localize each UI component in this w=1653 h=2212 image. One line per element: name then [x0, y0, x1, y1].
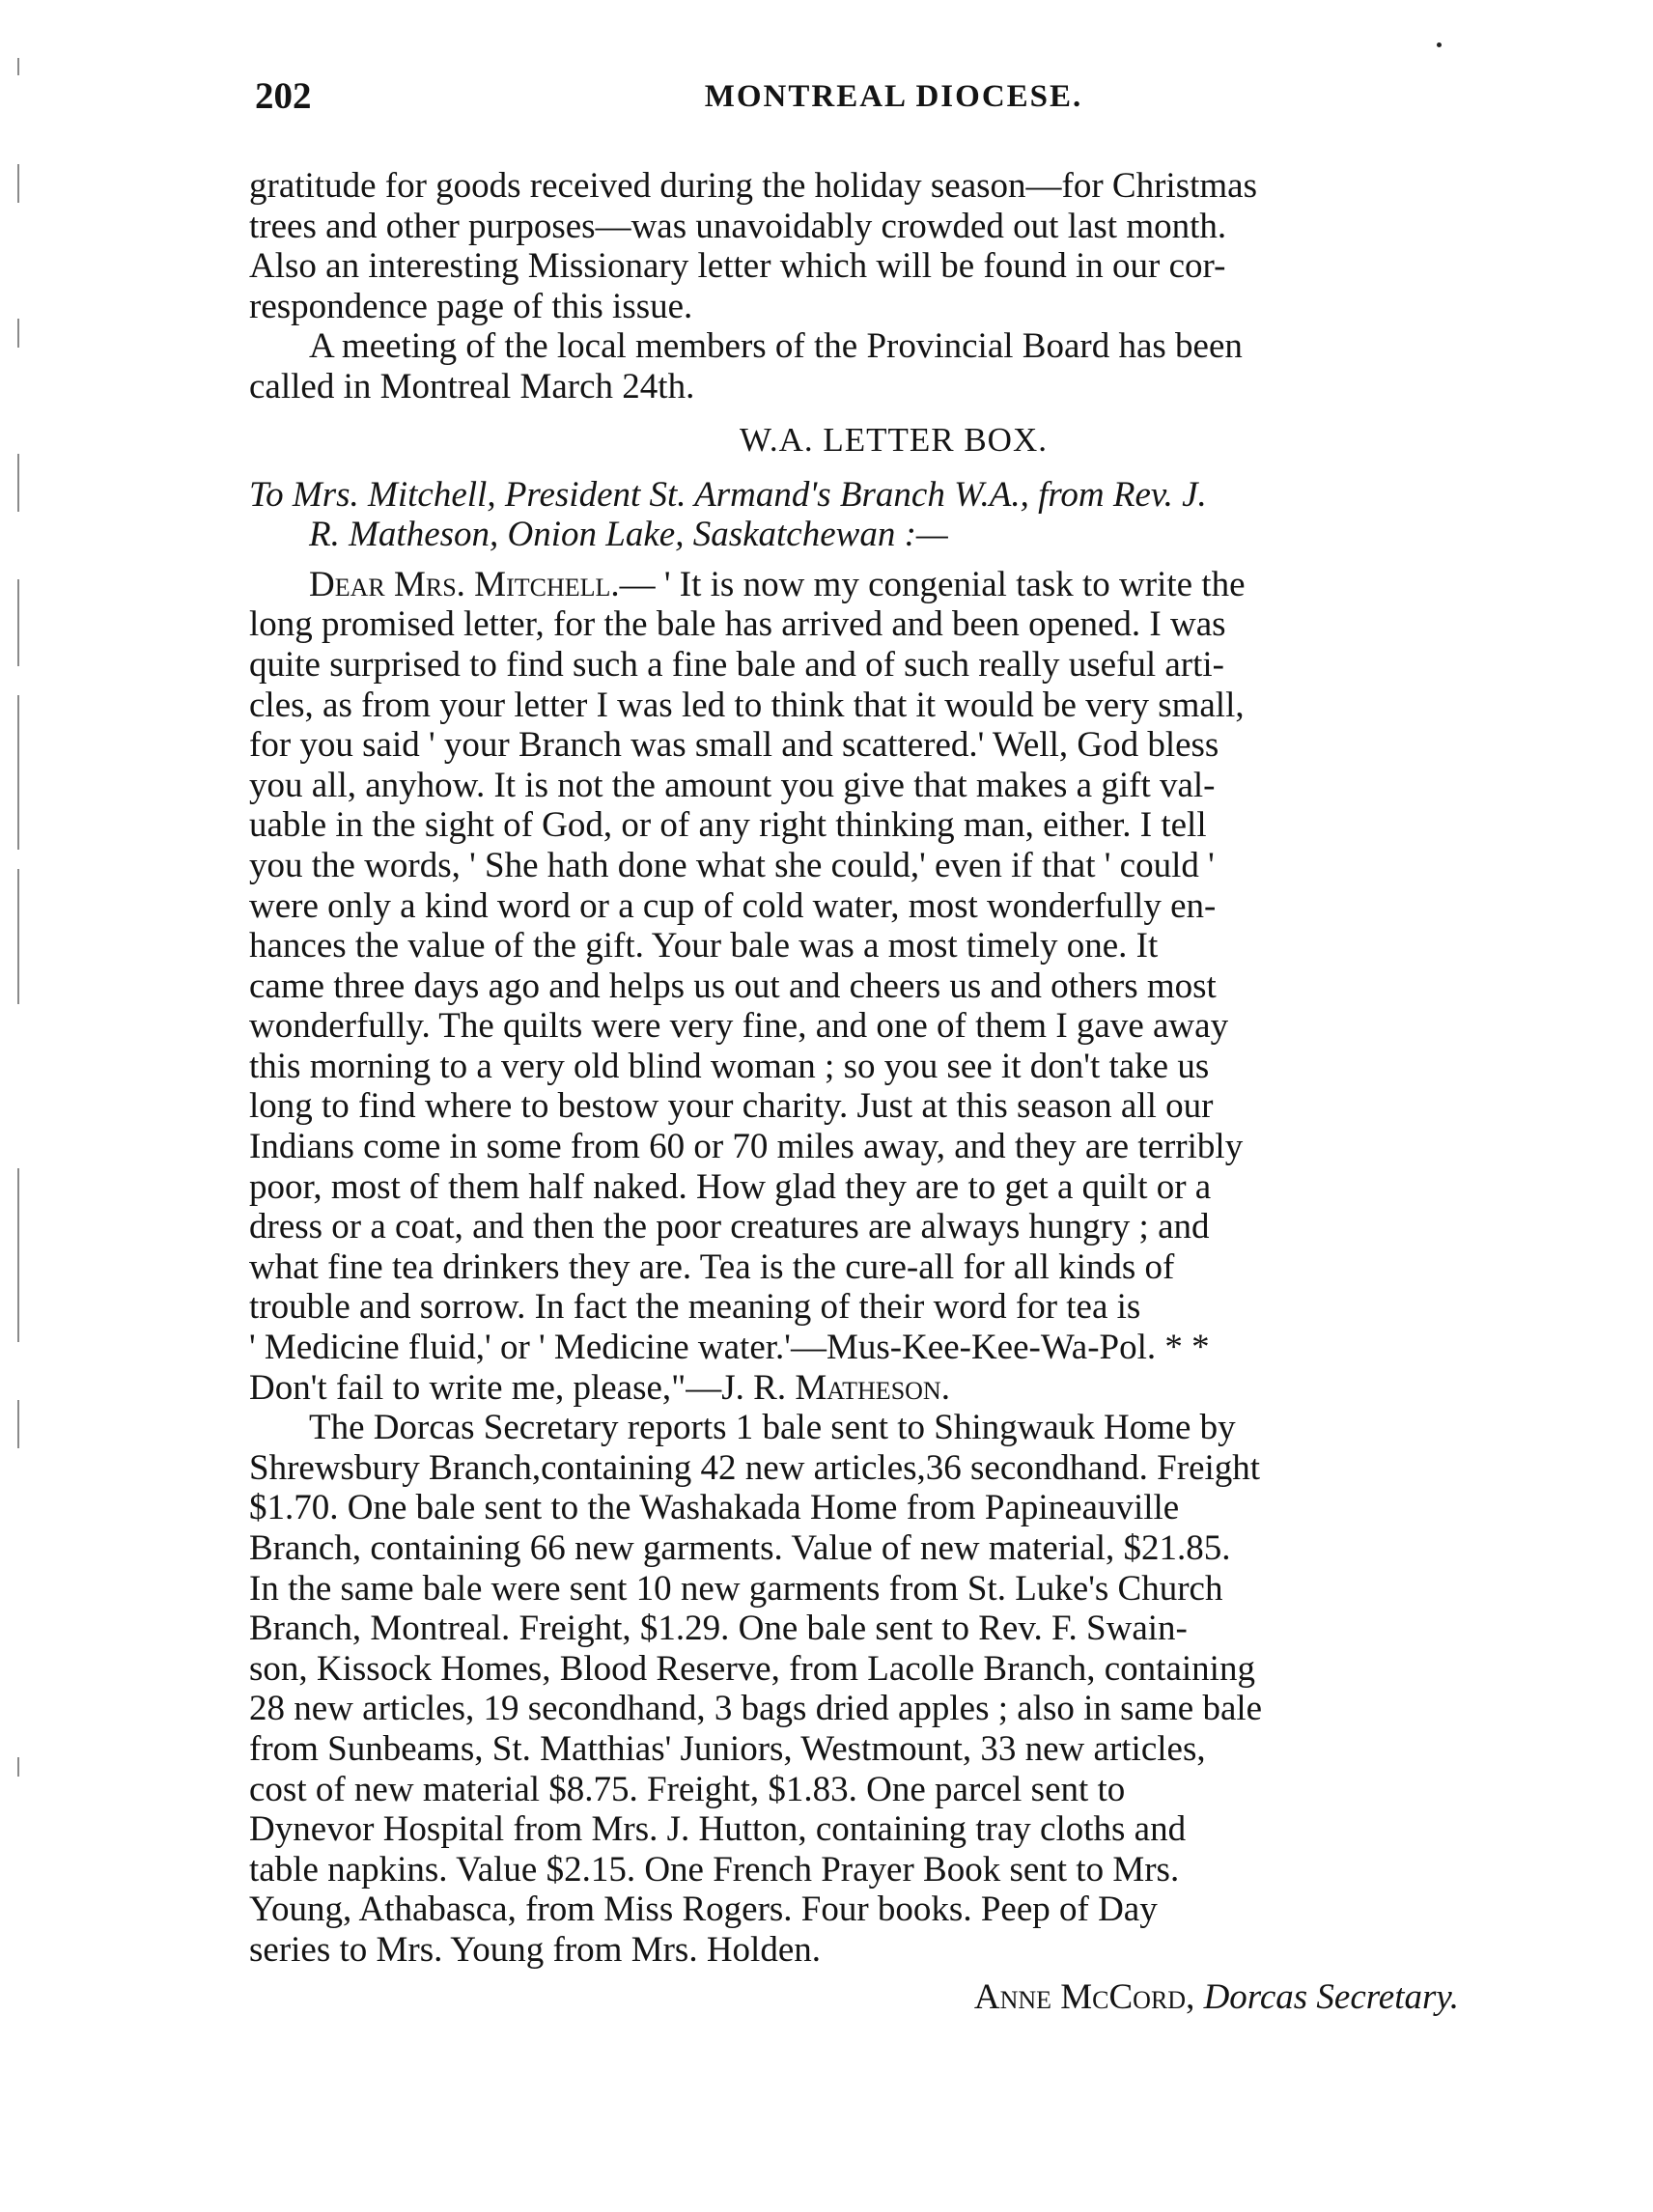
scan-mark — [17, 58, 19, 75]
dorcas-signature — [249, 1976, 1538, 2019]
letter-closing-name: J. R. Matheson. — [721, 1367, 950, 1408]
letter-body — [249, 565, 1538, 1408]
scan-mark — [17, 454, 19, 512]
intro-paragraph: gratitude for goods received during the holiday season—for Christmas trees and other purposes—was unavoidably crowded out last month. Also an interesting Missionary letter which will be found in our cor- respondence page of this issue. — [249, 166, 1257, 326]
scan-speck — [1437, 42, 1442, 47]
letter-address: To Mrs. Mitchell, President St. Armand's Branch W.A., from Rev. J. R. Matheson, Onion Lake, Saskatchewan :— — [249, 474, 1207, 555]
running-head — [249, 68, 1538, 126]
scan-mark — [17, 869, 19, 1004]
letter-salutation: Dear Mrs. Mitchell — [309, 564, 611, 604]
signature-role: Dorcas Secretary. — [1203, 1976, 1459, 2017]
scan-mark — [17, 695, 19, 850]
page-content — [249, 68, 1538, 2172]
scan-mark — [17, 1757, 19, 1777]
meeting-notice-paragraph: A meeting of the local members of the Provincial Board has been called in Montreal March 24th. — [249, 326, 1243, 406]
dorcas-report-paragraph: The Dorcas Secretary reports 1 bale sent to Shingwauk Home by Shrewsbury Branch,containing 42 new articles,36 secondhand. Freight $1.70. One bale sent to the Washakada Home from Papineauville Branch, containing 66 new garments. Value of new material, $21.85. In the same bale were sent 10 new garments from St. Luke's Church Branch, Montreal. Freight, $1.29. One bale sent to Rev. F. Swain- son, Kissock Homes, Blood Reserve, from Lacolle Branch, containing 28 new articles, 19 secondhand, 3 bags dried apples ; also in same bale from Sunbeams, St. Matthias' Juniors, Westmount, 33 new articles, cost of new material $8.75. Freight, $1.83. One parcel sent to Dynevor Hospital from Mrs. J. Hutton, containing tray cloths and table napkins. Value $2.15. One French Prayer Book sent to Mrs. Young, Athabasca, from Miss Rogers. Four books. Peep of Day series to Mrs. Young from Mrs. Holden. — [249, 1408, 1263, 1970]
letter-text: .— ' It is now my congenial task to write the long promised letter, for the bale has arrived and been opened. I was quite surprised to find such a fine bale and of such really useful arti- cles, as from your letter I was led to think that it would be very small, for you said ' your Branch was small and scattered.' Well, God bless you all, anyhow. It is not the amount you give that makes a gift val- uable in the sight of God, or of any right thinking man, either. I tell you the words, ' She hath done what she could,' even if that ' could ' were only a kind word or a cup of cold water, most wonderfully en- hances the value of the gift. Your bale was a most timely one. It came three days ago and helps us out and cheers us and others most wonderfully. The quilts were very fine, and one of them I gave away this morning to a very old blind woman ; so you see it don't take us long to find where to bestow your charity. Just at this season all our Indians come in some from 60 or 70 miles away, and they are terribly poor, most of them half naked. How glad they are to get a quilt or a dress or a coat, and then the poor creatures are always hungry ; and what fine tea drinkers they are. Tea is the cure-all for all kinds of trouble and sorrow. In fact the meaning of their word for tea is ' Medicine fluid,' or ' Medicine water.'—Mus-Kee-Kee-Wa-Pol. * * Don't fail to write me, please,"— — [249, 564, 1246, 1408]
scan-margin-marks — [0, 0, 39, 2212]
letter-box-heading: W.A. LETTER BOX. — [740, 420, 1048, 459]
scan-mark — [17, 164, 19, 203]
scan-mark — [17, 319, 19, 348]
signature-name: Anne McCord, — [973, 1976, 1195, 2017]
scan-mark — [17, 1168, 19, 1342]
page-number: 202 — [255, 75, 312, 117]
running-title: MONTREAL DIOCESE. — [704, 79, 1083, 114]
scan-mark — [17, 1400, 19, 1448]
scan-mark — [17, 579, 19, 666]
